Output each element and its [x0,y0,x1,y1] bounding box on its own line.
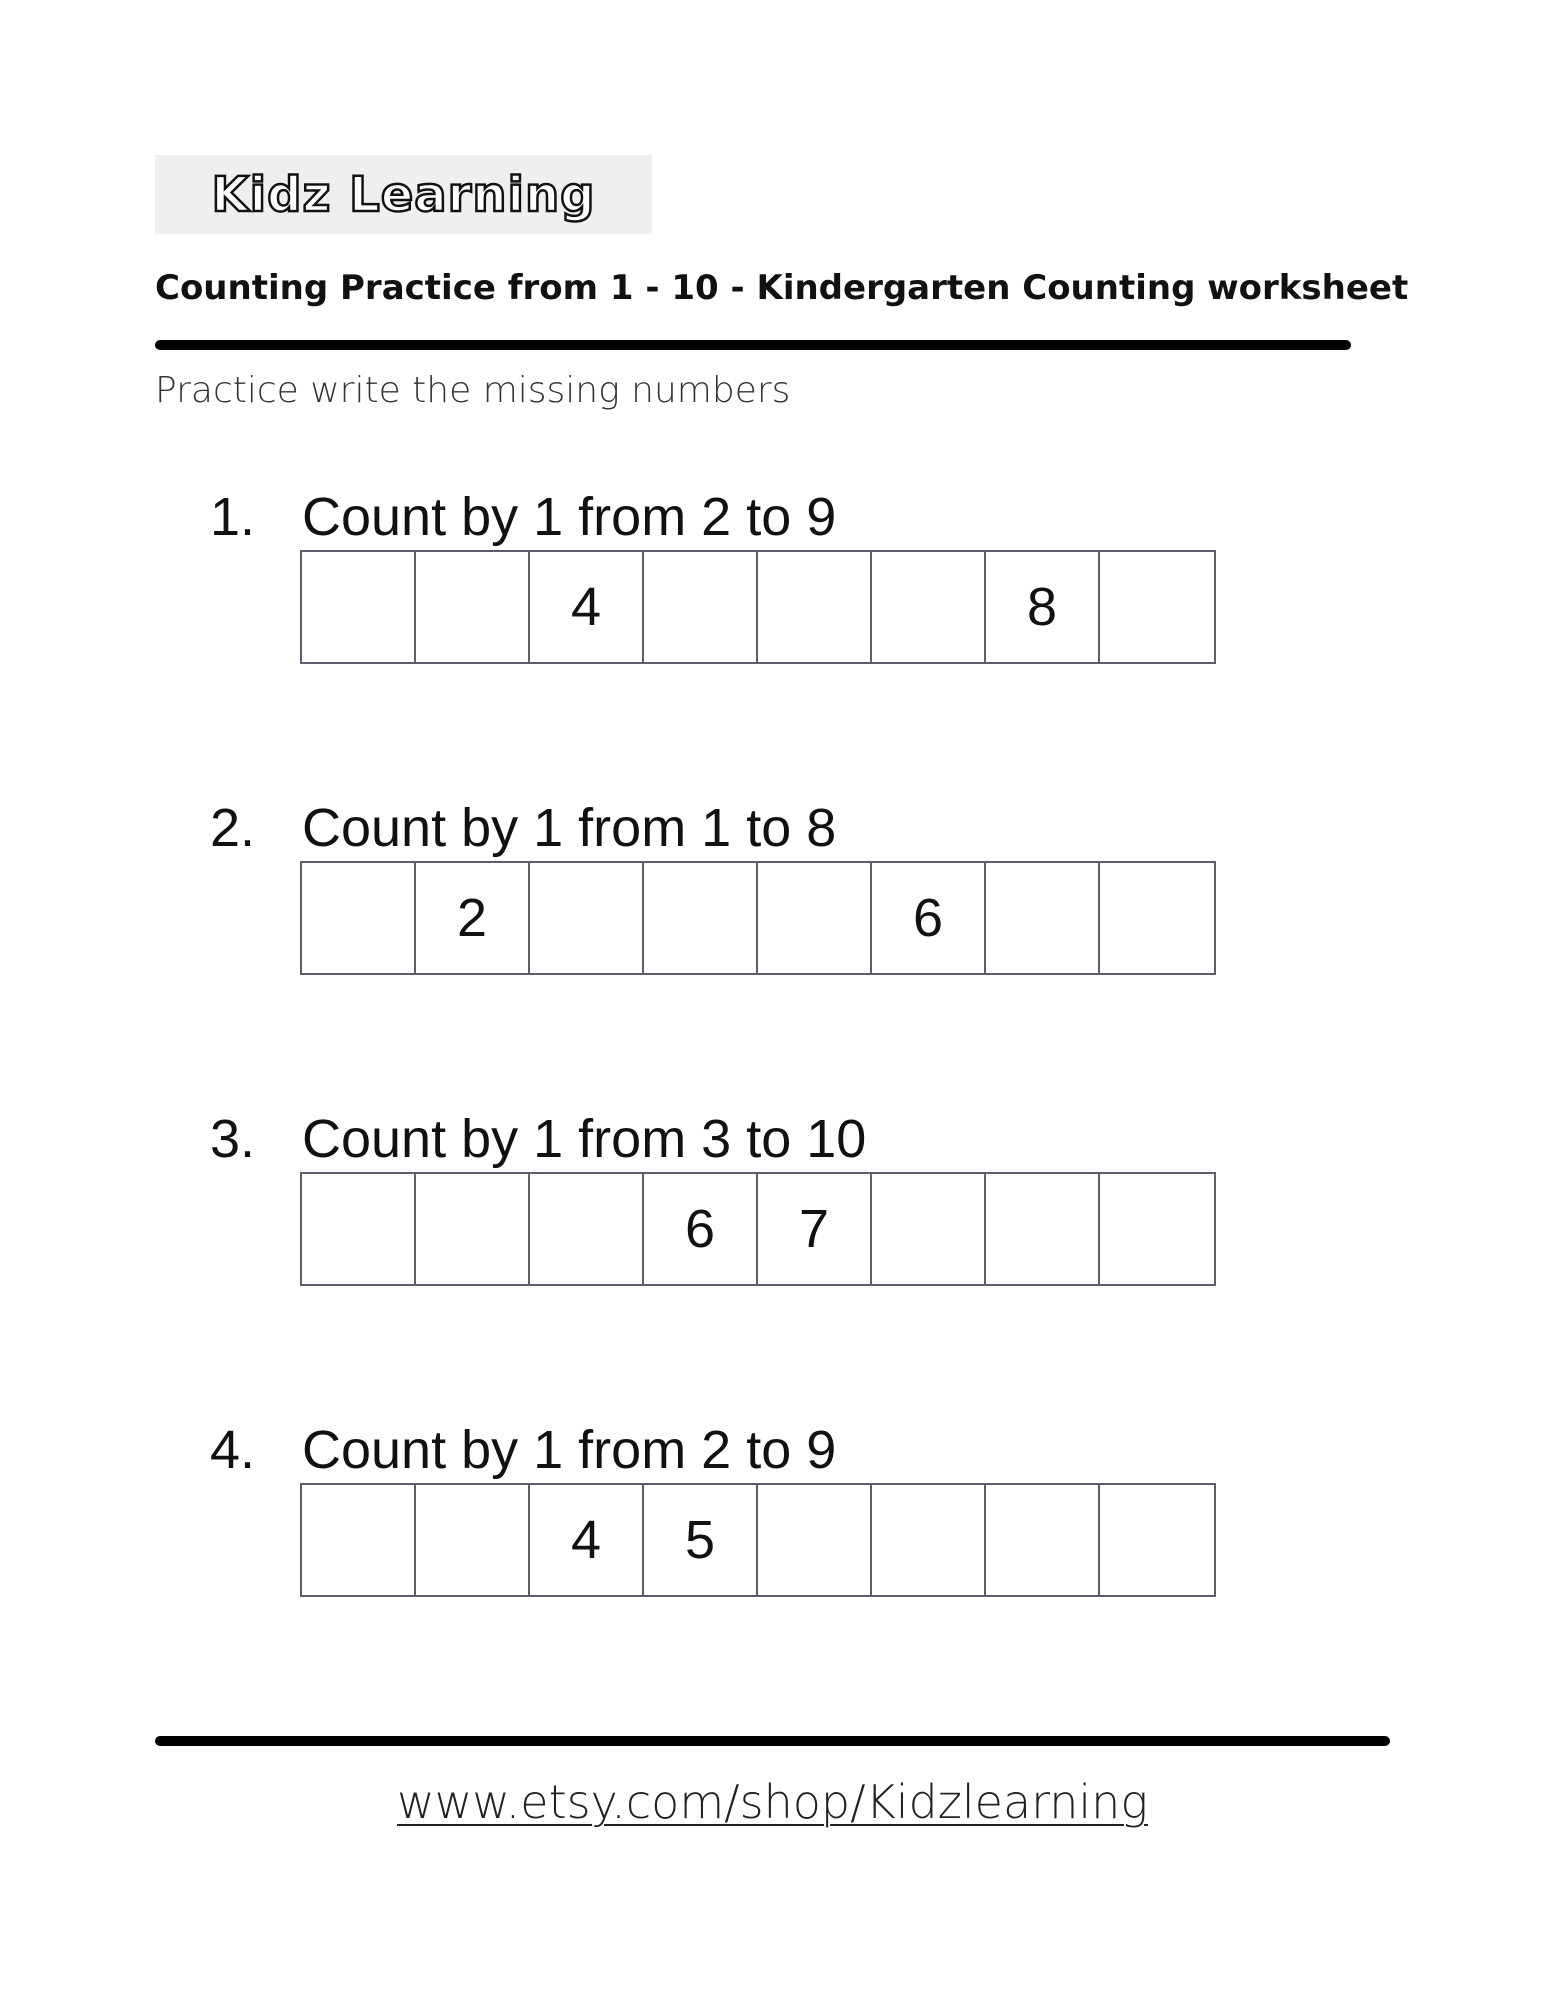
answer-box[interactable] [644,552,758,662]
answer-box[interactable] [986,1485,1100,1595]
exercise-number: 1. [210,487,256,547]
answer-box[interactable] [302,1485,416,1595]
bottom-divider [155,1736,1390,1746]
answer-box[interactable] [416,1174,530,1284]
exercise-number: 3. [210,1109,256,1169]
page-title: Counting Practice from 1 - 10 - Kindergarten Counting worksheet [155,268,1409,308]
instructions: Practice write the missing numbers [155,370,791,411]
answer-box[interactable] [416,1485,530,1595]
exercise-prompt: Count by 1 from 2 to 9 [302,1420,837,1480]
answer-row [300,1483,1216,1597]
exercise-prompt: Count by 1 from 2 to 9 [302,487,837,547]
answer-box[interactable] [302,552,416,662]
answer-box[interactable] [302,1174,416,1284]
exercise-2 [0,793,1545,1023]
answer-box[interactable] [644,863,758,973]
answer-box[interactable] [986,1174,1100,1284]
answer-box[interactable]: 4 [530,1485,644,1595]
answer-box[interactable] [416,552,530,662]
answer-row [300,550,1216,664]
exercise-prompt: Count by 1 from 1 to 8 [302,798,837,858]
answer-box[interactable]: 6 [644,1174,758,1284]
answer-box[interactable] [758,552,872,662]
exercise-4 [0,1415,1545,1645]
answer-box[interactable] [1100,552,1214,662]
answer-box[interactable]: 5 [644,1485,758,1595]
answer-box[interactable] [872,1485,986,1595]
logo-banner [155,155,652,234]
answer-box[interactable] [872,552,986,662]
exercise-number: 4. [210,1420,256,1480]
logo-text: Kidz Learning [211,166,596,223]
answer-box[interactable]: 8 [986,552,1100,662]
answer-row [300,861,1216,975]
answer-box[interactable]: 7 [758,1174,872,1284]
answer-box[interactable] [986,863,1100,973]
answer-box[interactable]: 4 [530,552,644,662]
answer-box[interactable] [758,1485,872,1595]
answer-row [300,1172,1216,1286]
exercise-prompt: Count by 1 from 3 to 10 [302,1109,867,1169]
answer-box[interactable] [530,863,644,973]
exercise-number: 2. [210,798,256,858]
answer-box[interactable]: 2 [416,863,530,973]
answer-box[interactable] [302,863,416,973]
answer-box[interactable] [530,1174,644,1284]
answer-box[interactable] [1100,1174,1214,1284]
exercise-3 [0,1104,1545,1334]
answer-box[interactable]: 6 [872,863,986,973]
answer-box[interactable] [1100,863,1214,973]
shop-link[interactable]: www.etsy.com/shop/Kidzlearning [397,1775,1148,1829]
answer-box[interactable] [872,1174,986,1284]
answer-box[interactable] [1100,1485,1214,1595]
exercise-1 [0,482,1545,712]
answer-box[interactable] [758,863,872,973]
top-divider [155,340,1351,350]
